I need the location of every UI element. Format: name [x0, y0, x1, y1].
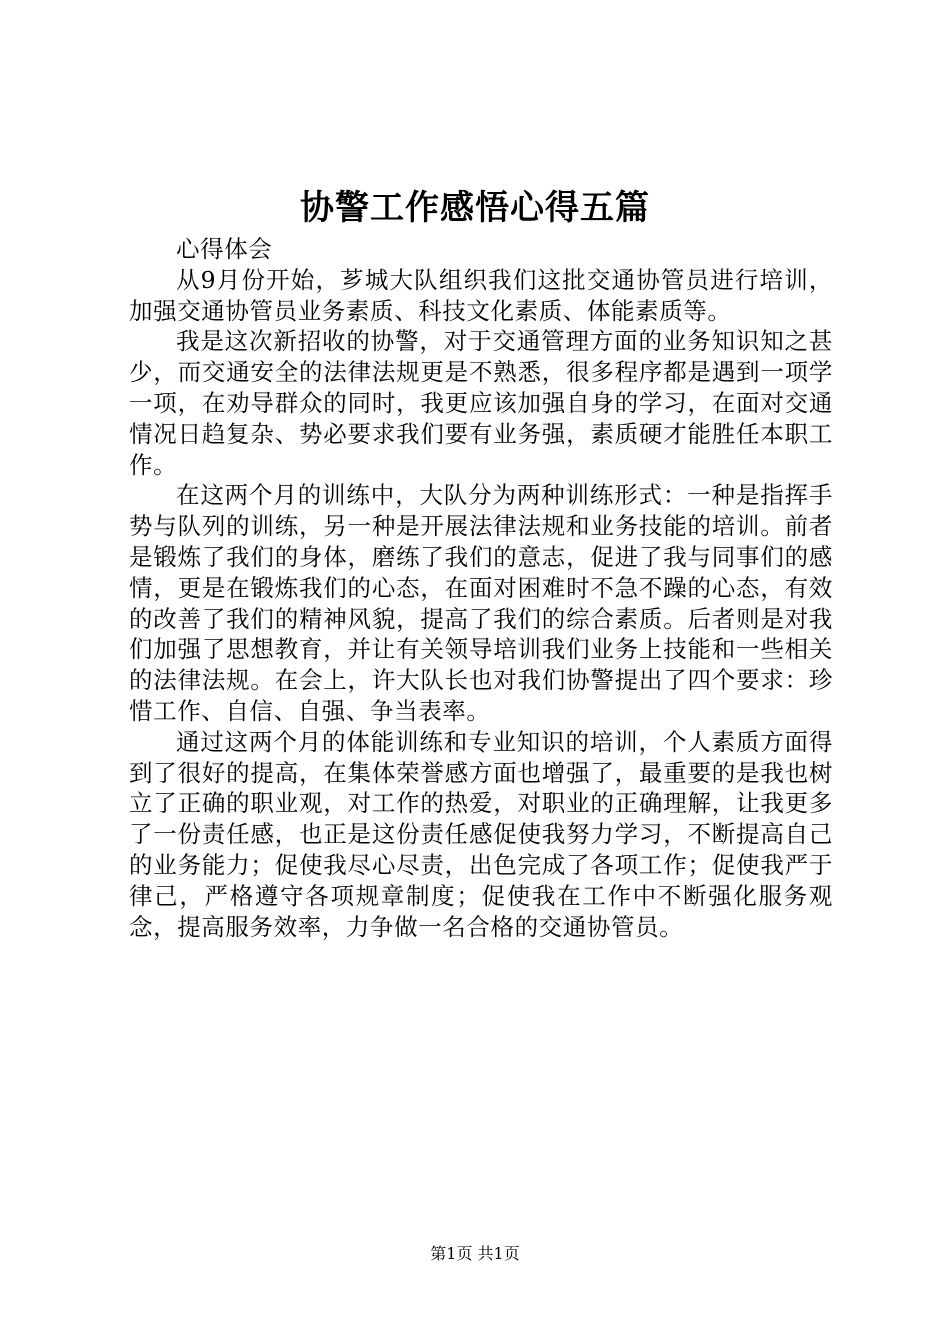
- document-body: [129, 234, 833, 942]
- page-footer: 第1页 共1页: [430, 1244, 520, 1263]
- paragraph: 我是这次新招收的协警，对于交通管理方面的业务知识知之甚少，而交通安全的法律法规更是不熟悉，很多程序都是遇到一项学一项，在劝导群众的同时，我更应该加强自身的学习，在面对交通情况日趋复杂、势必要求我们要有业务强，素质硬才能胜任本职工作。: [129, 327, 833, 479]
- page-title: 协警工作感悟心得五篇: [300, 188, 650, 228]
- paragraph: 从9月份开始，芗城大队组织我们这批交通协管员进行培训，加强交通协管员业务素质、科技文化素质、体能素质等。: [129, 265, 833, 325]
- paragraph: 通过这两个月的体能训练和专业知识的培训，个人素质方面得到了很好的提高，在集体荣誉感方面也增强了，最重要的是我也树立了正确的职业观，对工作的热爱，对职业的正确理解，让我更多了一份责任感，也正是这份责任感促使我努力学习，不断提高自己的业务能力；促使我尽心尽责，出色完成了各项工作；促使我严于律己，严格遵守各项规章制度；促使我在工作中不断强化服务观念，提高服务效率，力争做一名合格的交通协管员。: [129, 727, 833, 941]
- paragraph-heading: 心得体会: [176, 235, 273, 263]
- paragraph: 在这两个月的训练中，大队分为两种训练形式：一种是指挥手势与队列的训练，另一种是开展法律法规和业务技能的培训。前者是锻炼了我们的身体，磨练了我们的意志，促进了我与同事们的感情，更是在锻炼我们的心态，在面对困难时不急不躁的心态，有效的改善了我们的精神风貌，提高了我们的综合素质。后者则是对我们加强了思想教育，并让有关领导培训我们业务上技能和一些相关的法律法规。在会上，许大队长也对我们协警提出了四个要求：珍惜工作、自信、自强、争当表率。: [129, 481, 833, 725]
